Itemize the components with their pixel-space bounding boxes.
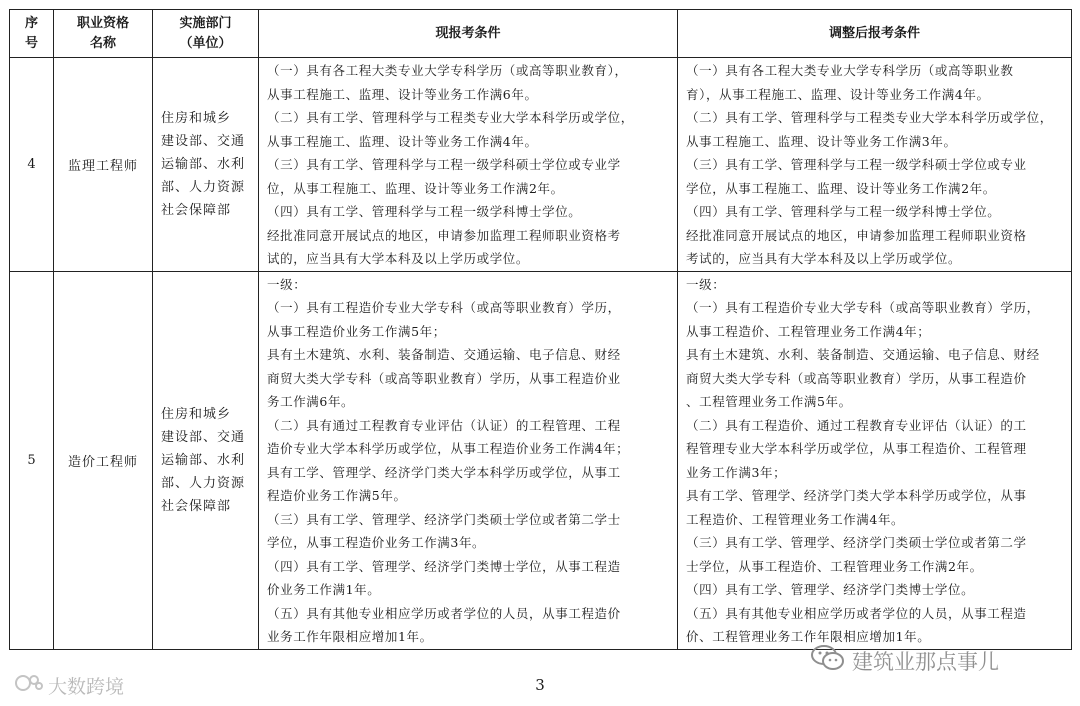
department-line: 部、人力资源 (161, 475, 246, 491)
condition-line: （三）具有工学、管理学、经济学门类硕士学位或者第二学 (686, 535, 1027, 550)
condition-line: 从事工程施工、监理、设计等业务工作满6年。 (267, 86, 538, 102)
header-name (54, 10, 153, 58)
department-line: 部、人力资源 (161, 179, 246, 195)
condition-line: （二）具有工学、管理科学与工程类专业大学本科学历或学位， (686, 110, 1053, 125)
header-text: 序 (24, 15, 38, 31)
condition-line: 具有土木建筑、水利、装备制造、交通运输、电子信息、财经 (686, 347, 1040, 362)
condition-line: 业务工作满3年； (686, 464, 787, 480)
condition-line: 商贸大类大学专科（或高等职业教育）学历，从事工程造价 (686, 370, 1027, 386)
condition-line: 学位，从事工程造价业务工作满3年。 (267, 535, 486, 550)
header-row (10, 10, 1072, 58)
department-line: 住房和城乡 (161, 406, 232, 422)
cell-adjusted-conditions (678, 271, 1072, 649)
condition-line: 价、工程管理业务工作年限相应增加1年。 (686, 629, 931, 644)
condition-line: 经批准同意开展试点的地区，申请参加监理工程师职业资格考 (267, 227, 621, 243)
condition-line: 业务工作年限相应增加1年。 (267, 629, 433, 644)
header-dept (153, 10, 259, 58)
cell-current-conditions (259, 271, 678, 649)
condition-line: 经批准同意开展试点的地区，申请参加监理工程师职业资格 (686, 227, 1027, 243)
condition-line: （四）具有工学、管理学、经济学门类博士学位。 (686, 582, 975, 597)
department-line: 运输部、水利 (161, 452, 246, 468)
condition-line: 具有工学、管理学、经济学门类大学本科学历或学位，从事工 (267, 464, 621, 480)
condition-line: 士学位，从事工程造价、工程管理业务工作满2年。 (686, 558, 983, 574)
condition-line: （二）具有工程造价、通过工程教育专业评估（认证）的工 (686, 417, 1027, 433)
table-body (10, 58, 1072, 650)
condition-line: 程造价业务工作满5年。 (267, 488, 407, 503)
table-row (10, 271, 1072, 649)
condition-line: （四）具有工学、管理学、经济学门类博士学位，从事工程造 (267, 558, 621, 574)
condition-line: 程管理专业大学本科学历或学位，从事工程造价、工程管理 (686, 441, 1027, 456)
header-adjusted-conditions: 调整后报考条件 (678, 10, 1072, 58)
header-text: 名称 (89, 35, 116, 51)
cell-qualification-name: 造价工程师 (54, 271, 153, 649)
department-line: 社会保障部 (161, 498, 232, 514)
header-current-conditions: 现报考条件 (259, 10, 678, 58)
watermark-right-text: 建筑业那点事儿 (852, 649, 999, 674)
condition-line: 从事工程施工、监理、设计等业务工作满4年。 (267, 133, 538, 149)
condition-line: 从事工程施工、监理、设计等业务工作满3年。 (686, 133, 957, 149)
condition-line: 育），从事工程施工、监理、设计等业务工作满4年。 (686, 86, 990, 102)
condition-line: 商贸大类大学专科（或高等职业教育）学历，从事工程造价业 (267, 370, 621, 386)
department-line: 建设部、交通 (161, 429, 246, 445)
condition-line: （一）具有各工程大类专业大学专科学历（或高等职业教育）， (267, 63, 628, 78)
header-text: 号 (24, 35, 38, 51)
condition-line: （三）具有工学、管理科学与工程一级学科硕士学位或专业 (686, 157, 1027, 172)
cell-qualification-name: 监理工程师 (54, 58, 153, 272)
logo-icon (14, 672, 44, 699)
cell-current-conditions (259, 58, 678, 272)
cell-department (153, 58, 259, 272)
department-line: 住房和城乡 (161, 110, 232, 126)
condition-line: 具有工学、管理学、经济学门类大学本科学历或学位，从事 (686, 488, 1027, 503)
condition-line: 价业务工作满1年。 (267, 582, 381, 597)
condition-line: （二）具有工学、管理科学与工程类专业大学本科学历或学位， (267, 110, 634, 125)
condition-line: 工程造价、工程管理业务工作满4年。 (686, 511, 905, 527)
condition-line: （四）具有工学、管理科学与工程一级学科博士学位。 (686, 204, 1001, 219)
condition-line: 位，从事工程施工、监理、设计等业务工作满2年。 (267, 180, 564, 196)
condition-line: 造价专业大学本科学历或学位，从事工程造价业务工作满4年； (267, 441, 630, 456)
condition-line: （五）具有其他专业相应学历或者学位的人员，从事工程造 (686, 605, 1027, 621)
cell-no: 4 (10, 58, 54, 272)
condition-line: 具有土木建筑、水利、装备制造、交通运输、电子信息、财经 (267, 347, 621, 362)
department-line: 运输部、水利 (161, 156, 246, 172)
header-no (10, 10, 54, 58)
condition-line: （五）具有其他专业相应学历或者学位的人员，从事工程造价 (267, 605, 621, 621)
condition-line: 考试的，应当具有大学本科及以上学历或学位。 (686, 251, 962, 266)
condition-line: （三）具有工学、管理学、经济学门类硕士学位或者第二学士 (267, 511, 621, 527)
cell-no: 5 (10, 271, 54, 649)
header-text: 职业资格 (76, 15, 129, 31)
condition-line: （一）具有工程造价专业大学专科（或高等职业教育）学历， (686, 300, 1040, 315)
cell-department (153, 271, 259, 649)
condition-line: （一）具有各工程大类专业大学专科学历（或高等职业教 (686, 63, 1014, 78)
condition-line: （四）具有工学、管理科学与工程一级学科博士学位。 (267, 204, 582, 219)
page-number: 3 (535, 676, 545, 694)
condition-line: 从事工程造价业务工作满5年； (267, 323, 446, 339)
table-row (10, 58, 1072, 272)
department-line: 社会保障部 (161, 202, 232, 218)
watermark-left (14, 672, 124, 699)
wechat-icon (810, 644, 846, 677)
header-text: （单位） (179, 35, 232, 51)
condition-line: （三）具有工学、管理科学与工程一级学科硕士学位或专业学 (267, 157, 621, 172)
condition-line: 一级： (267, 276, 307, 292)
condition-line: 、工程管理业务工作满5年。 (686, 394, 852, 409)
condition-line: 一级： (686, 276, 726, 292)
condition-line: （二）具有通过工程教育专业评估（认证）的工程管理、工程 (267, 417, 621, 433)
condition-line: 试的，应当具有大学本科及以上学历或学位。 (267, 251, 530, 266)
condition-line: 务工作满6年。 (267, 394, 355, 409)
condition-line: 学位，从事工程施工、监理、设计等业务工作满2年。 (686, 180, 996, 196)
header-text: 实施部门 (179, 15, 232, 31)
qualification-table (9, 9, 1072, 650)
cell-adjusted-conditions (678, 58, 1072, 272)
condition-line: 从事工程造价、工程管理业务工作满4年； (686, 323, 931, 339)
department-line: 建设部、交通 (161, 133, 246, 149)
watermark-left-text: 大数跨境 (48, 676, 125, 698)
watermark-right (810, 644, 999, 677)
condition-line: （一）具有工程造价专业大学专科（或高等职业教育）学历， (267, 300, 621, 315)
